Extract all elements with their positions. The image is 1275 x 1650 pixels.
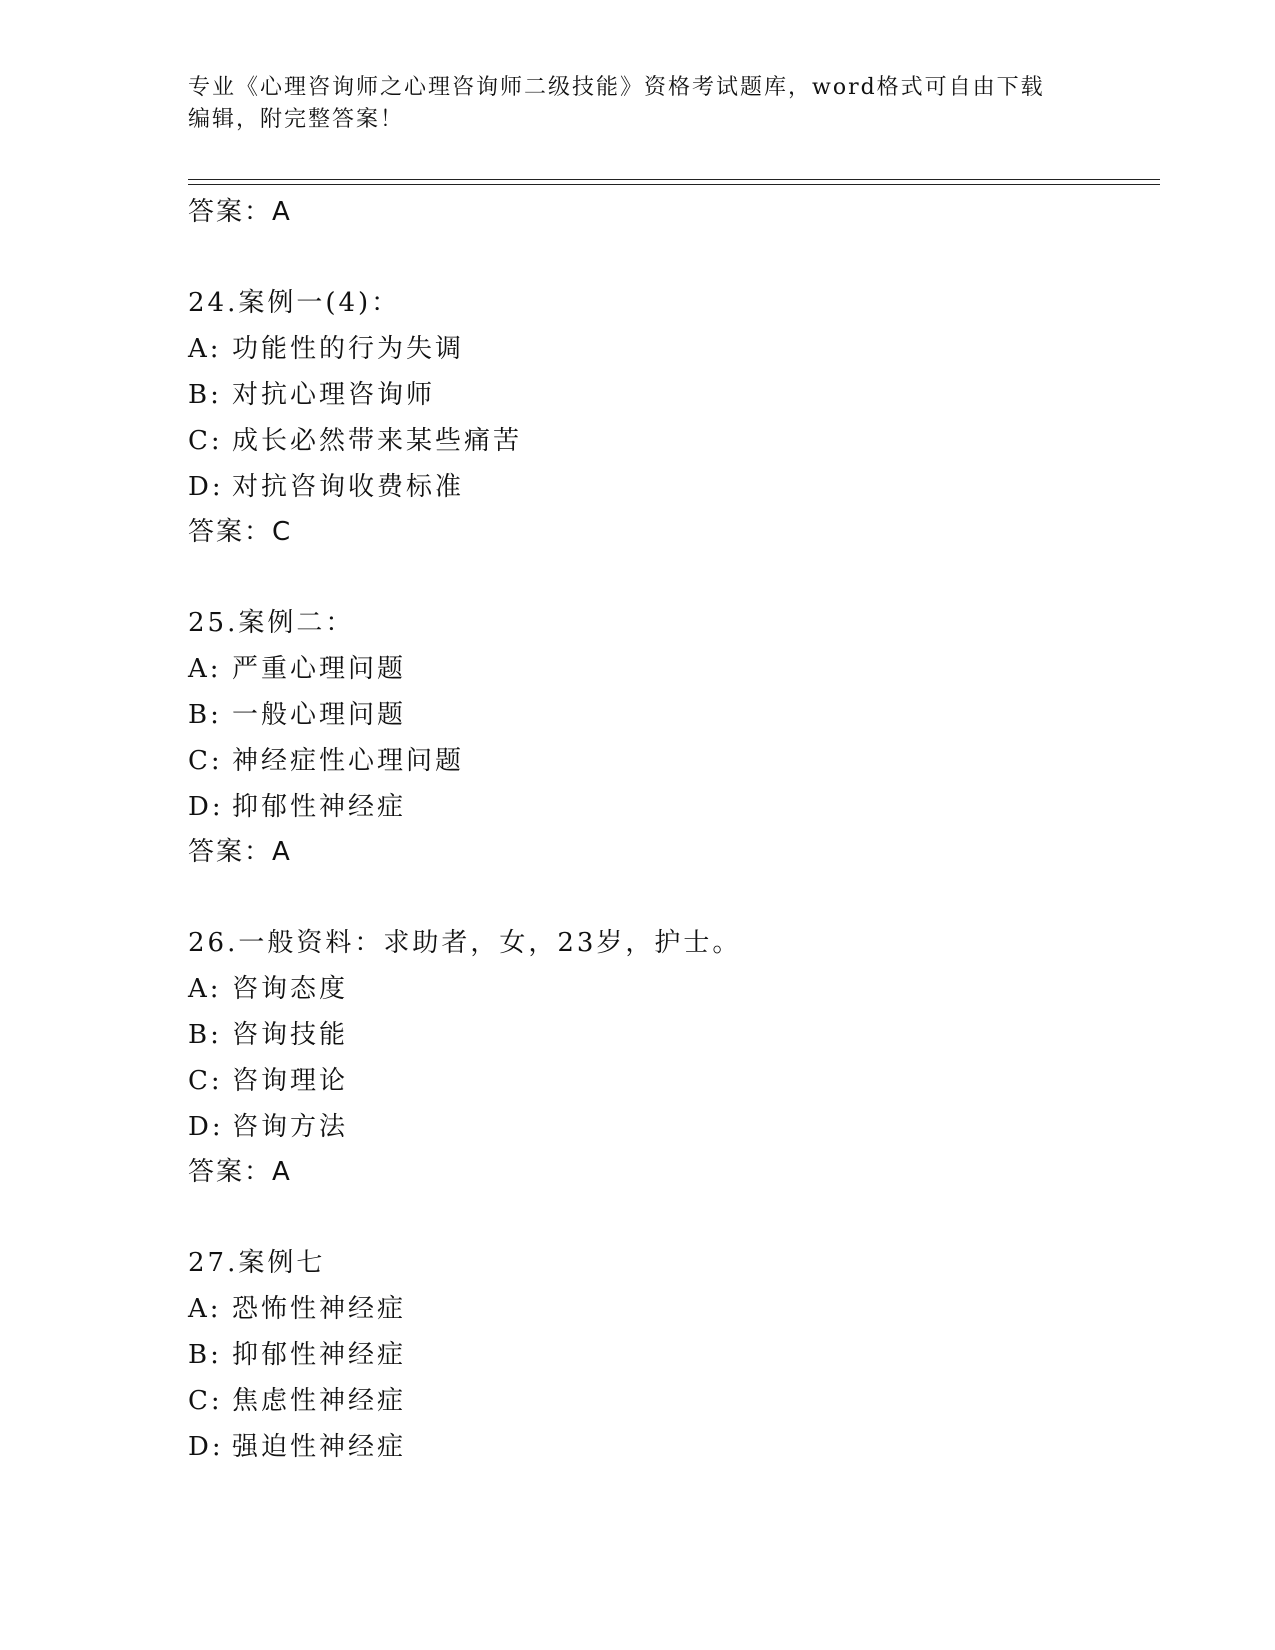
question-stem: 24.案例一(4)： (188, 288, 401, 318)
option-text: 强迫性神经症 (232, 1432, 407, 1462)
option-text: 咨询技能 (232, 1020, 349, 1050)
question-block (188, 600, 1138, 874)
option-text: 咨询理论 (232, 1066, 349, 1096)
answer-line: 答案：A (188, 1157, 292, 1187)
option-text: 抑郁性神经症 (232, 792, 407, 822)
header-line-2: 编辑，附完整答案！ (188, 107, 405, 132)
header-line-1: 专业《心理咨询师之心理咨询师二级技能》资格考试题库，word格式可自由下载 (188, 75, 1045, 100)
option-a (188, 1286, 1138, 1332)
option-d (188, 1424, 1138, 1470)
option-key: D: (188, 792, 224, 822)
option-text: 对抗心理咨询师 (232, 380, 436, 410)
option-d (188, 1104, 1138, 1150)
option-a (188, 326, 1138, 372)
option-text: 咨询态度 (232, 974, 349, 1004)
option-key: C: (188, 1386, 223, 1416)
answer-line: 答案：A (188, 197, 292, 227)
option-text: 神经症性心理问题 (232, 746, 465, 776)
option-key: D: (188, 1112, 224, 1142)
option-key: A: (188, 974, 222, 1004)
question-block (188, 280, 1138, 554)
option-text: 功能性的行为失调 (232, 334, 465, 364)
option-text: 成长必然带来某些痛苦 (232, 426, 523, 456)
option-a (188, 646, 1138, 692)
option-b (188, 1332, 1138, 1378)
header-divider-bottom (188, 184, 1160, 185)
option-text: 咨询方法 (232, 1112, 349, 1142)
option-a (188, 966, 1138, 1012)
option-b (188, 1012, 1138, 1058)
answer-line: 答案：C (188, 517, 293, 547)
question-block (188, 1240, 1138, 1470)
option-c (188, 1058, 1138, 1104)
question-list (188, 190, 1138, 1470)
option-b (188, 692, 1138, 738)
question-block (188, 920, 1138, 1194)
option-d (188, 784, 1138, 830)
option-text: 恐怖性神经症 (232, 1294, 407, 1324)
option-key: A: (188, 654, 222, 684)
option-c (188, 738, 1138, 784)
document-header (188, 72, 1068, 136)
question-stem: 27.案例七 (188, 1248, 326, 1278)
option-key: A: (188, 334, 222, 364)
option-c (188, 1378, 1138, 1424)
answer-line: 答案：A (188, 837, 292, 867)
option-text: 严重心理问题 (232, 654, 407, 684)
option-text: 焦虑性神经症 (232, 1386, 407, 1416)
option-key: D: (188, 1432, 224, 1462)
option-key: A: (188, 1294, 222, 1324)
question-stem: 26.一般资料：求助者，女，23岁，护士。 (188, 928, 742, 958)
option-text: 抑郁性神经症 (232, 1340, 407, 1370)
option-c (188, 418, 1138, 464)
option-text: 一般心理问题 (232, 700, 407, 730)
option-key: B: (188, 380, 222, 410)
question-stem: 25.案例二： (188, 608, 355, 638)
option-key: C: (188, 1066, 223, 1096)
option-key: B: (188, 1020, 222, 1050)
option-key: C: (188, 426, 223, 456)
option-d (188, 464, 1138, 510)
option-text: 对抗咨询收费标准 (232, 472, 465, 502)
option-key: C: (188, 746, 223, 776)
option-key: B: (188, 1340, 222, 1370)
option-key: D: (188, 472, 224, 502)
option-key: B: (188, 700, 222, 730)
header-divider-top (188, 179, 1160, 180)
option-b (188, 372, 1138, 418)
